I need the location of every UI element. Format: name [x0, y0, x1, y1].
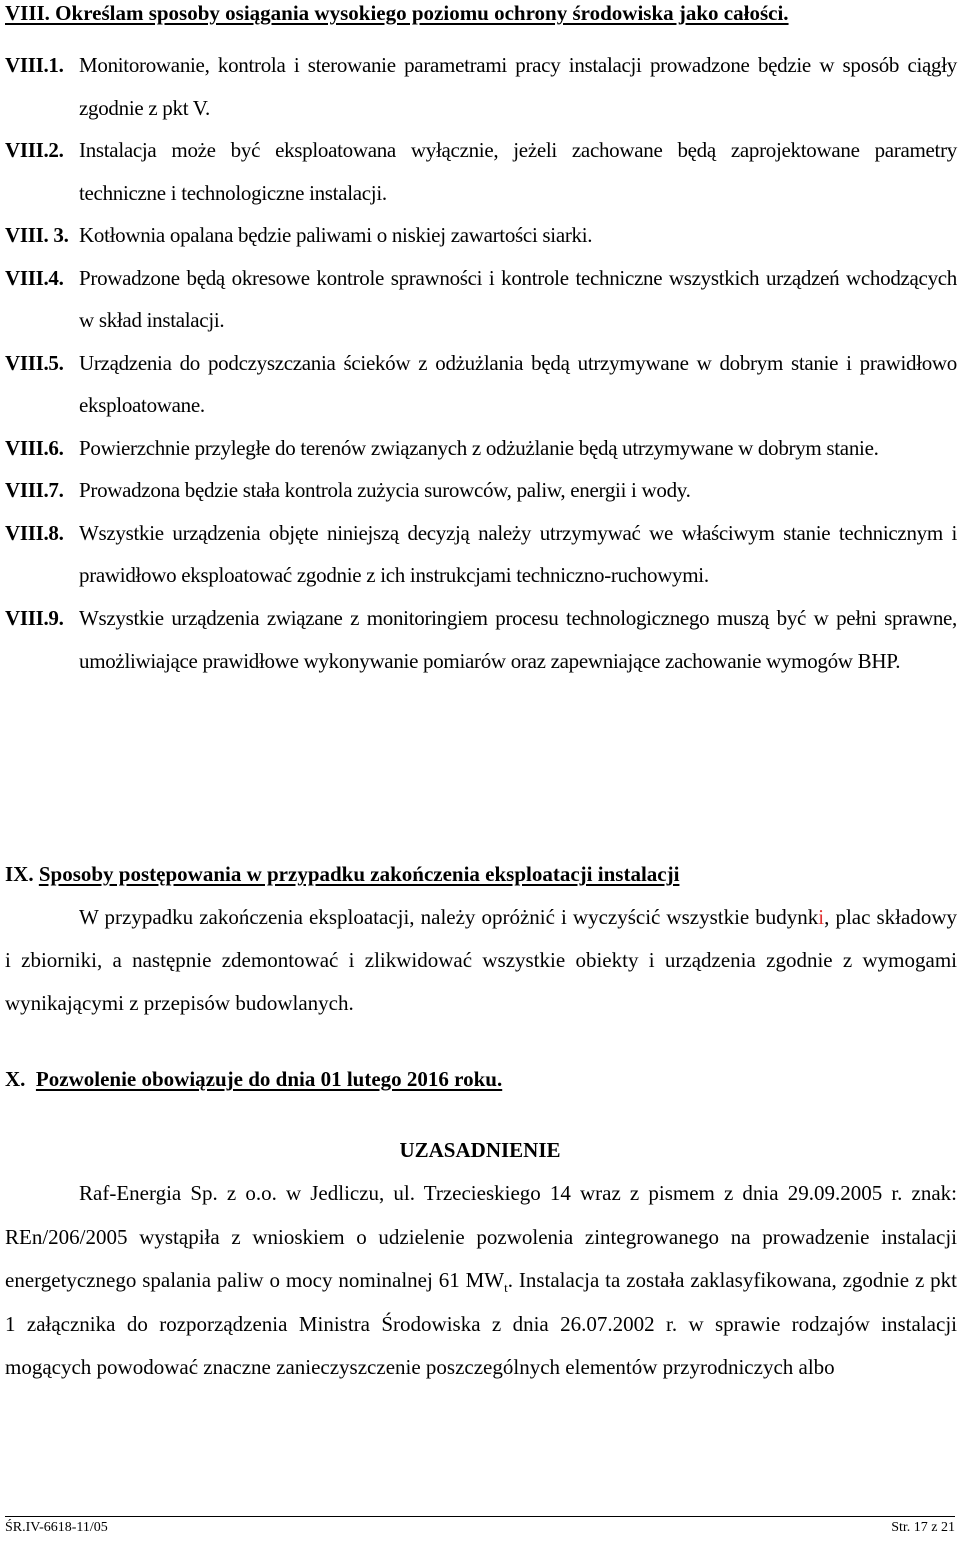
paragraph-text: W przypadku zakończenia eksploatacji, należy opróżnić i wyczyścić wszystkie budynk: [79, 905, 819, 929]
paragraph-text: Raf-Energia Sp. z o.o. w Jedliczu, ul. Trzecieskiego 14 wraz z pismem z dnia 29.09.2005 r. znak: REn/206/2005 wystąpiła z wnioskiem o udzielenie pozwolenia zintegrowanego na prowadzenie instalacji energetycznego spalania paliw o mocy nominalnej 61 MW: [5, 1181, 957, 1293]
item-viii-4: [5, 257, 957, 342]
item-text: Powierzchnie przyległe do terenów związanych z odżużlanie będą utrzymywane w dobrym stanie.: [79, 435, 879, 460]
item-number: VIII.5.: [5, 350, 64, 375]
section-viii-items: [5, 44, 957, 684]
item-viii-7: [5, 469, 957, 512]
uzasadnienie-paragraph: [5, 1172, 957, 1390]
item-number: VIII.2.: [5, 138, 64, 162]
item-viii-2: [5, 129, 957, 214]
section-x-heading: [5, 1058, 502, 1101]
item-text: Instalacja może być eksploatowana wyłącznie, jeżeli zachowane będą zaprojektowane parametry techniczne i technologiczne instalacji.: [79, 138, 957, 205]
item-viii-5: [5, 342, 957, 427]
item-viii-3: [5, 214, 957, 257]
section-x-title: Pozwolenie obowiązuje do dnia 01 lutego 2016 roku.: [35, 1067, 503, 1091]
subscript-text: t: [504, 1280, 508, 1296]
item-text: Wszystkie urządzenia związane z monitoringiem procesu technologicznego muszą być w pełni sprawne, umożliwiające prawidłowe wykonywanie pomiarów oraz zapewniające zachowanie wymogów BHP.: [79, 605, 957, 673]
item-number: VIII.9.: [5, 605, 64, 630]
item-text: Wszystkie urządzenia objęte niniejszą decyzją należy utrzymywać we właściwym stanie technicznym i prawidłowo eksploatować zgodnie z ich instrukcjami techniczno-ruchowymi.: [79, 520, 957, 587]
item-text: Prowadzona będzie stała kontrola zużycia surowców, paliw, energii i wody.: [79, 478, 691, 502]
item-viii-8: [5, 512, 957, 597]
item-text: Urządzenia do podczyszczania ścieków z odżużlania będą utrzymywane w dobrym stanie i prawidłowo eksploatowane.: [79, 350, 957, 417]
item-number: VIII.7.: [5, 478, 64, 502]
item-text: Prowadzone będą okresowe kontrole sprawności i kontrole techniczne wszystkich urządzeń wchodzących w skład instalacji.: [79, 265, 957, 332]
page-number: Str. 17 z 21: [891, 1520, 955, 1535]
section-ix-title: Sposoby postępowania w przypadku zakończenia eksploatacji instalacji: [38, 862, 680, 886]
footer-divider: [5, 1516, 955, 1517]
item-viii-1: [5, 44, 957, 129]
section-ix-number: IX.: [5, 862, 34, 886]
item-viii-9: [5, 597, 957, 684]
section-ix-heading: [5, 853, 957, 896]
item-number: VIII.6.: [5, 435, 64, 460]
section-x-number: X.: [5, 1067, 26, 1091]
item-number: VIII.4.: [5, 265, 64, 290]
item-number: VIII.1.: [5, 53, 64, 77]
page-footer: [5, 1520, 955, 1536]
section-ix: [5, 853, 957, 1025]
item-text: Monitorowanie, kontrola i sterowanie parametrami pracy instalacji prowadzone będzie w sposób ciągły zgodnie z pkt V.: [79, 53, 957, 120]
item-number: VIII. 3.: [5, 223, 69, 247]
item-number: VIII.8.: [5, 520, 64, 545]
paragraph-text: . Instalacja ta została zaklasyfikowana, zgodnie z pkt 1 załącznika do rozporządzenia Ministra Środowiska z dnia 26.07.2002 r. w sprawie rodzajów instalacji mogących powodować znaczne zanieczyszczenie poszczególnych elementów przyrodniczych albo: [5, 1268, 957, 1380]
highlighted-letter: i: [818, 905, 825, 929]
document-reference: ŚR.IV-6618-11/05: [5, 1520, 108, 1535]
uzasadnienie-title: UZASADNIENIE: [399, 1138, 561, 1162]
item-viii-6: [5, 427, 957, 470]
paragraph-text: , plac składowy i zbiorniki, a następnie zdemontować i zlikwidować wszystkie obiekty i urządzenia zgodnie z wymogami wynikającymi z przepisów budowlanych.: [5, 905, 957, 1015]
section-ix-paragraph: [5, 896, 957, 1025]
section-viii-heading: VIII. Określam sposoby osiągania wysokiego poziomu ochrony środowiska jako całości.: [5, 1, 789, 25]
item-text: Kotłownia opalana będzie paliwami o niskiej zawartości siarki.: [79, 223, 593, 247]
